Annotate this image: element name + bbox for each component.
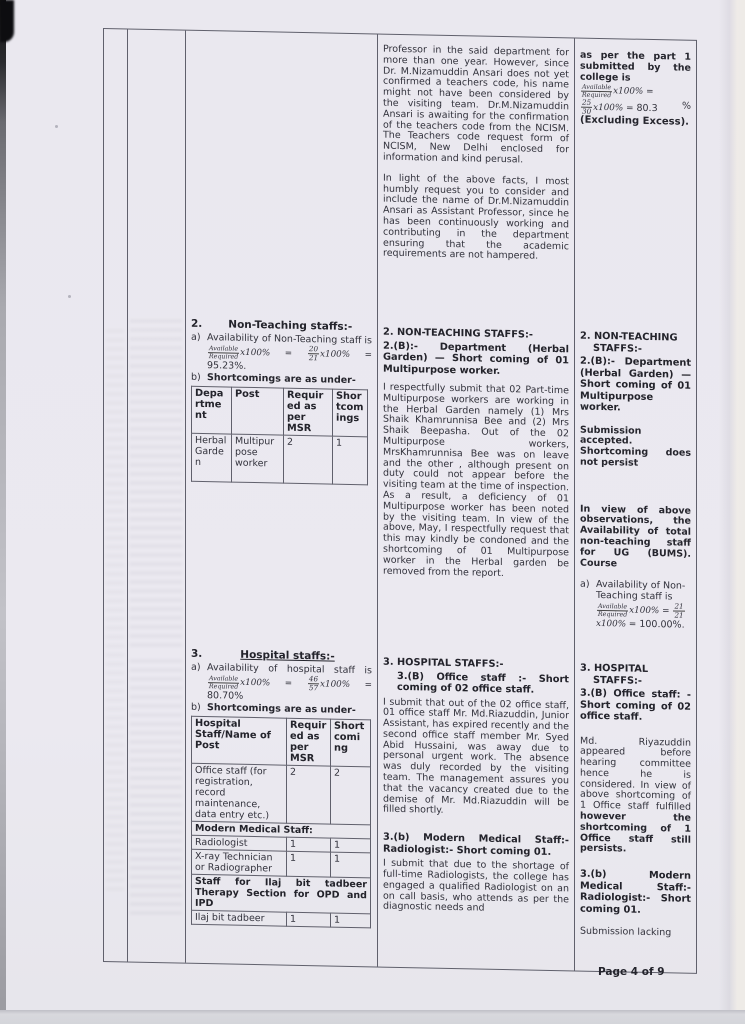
shortcomings-line bbox=[191, 702, 372, 717]
col-header-required: Required as per MSR bbox=[287, 718, 331, 766]
non-teaching-shortcomings-table bbox=[191, 386, 368, 486]
scan-edge-right bbox=[719, 0, 745, 1010]
cell-required: 1 bbox=[287, 851, 331, 877]
section-subheading: 3.(b) Modern Medical Staff:- Radiologist:- Short coming 01. bbox=[383, 831, 569, 858]
table-header-row bbox=[192, 386, 368, 437]
section-subheading: 3.(B) Office staff :- Short coming of 02 office staff. bbox=[397, 670, 569, 696]
paragraph: In light of the above facts, I most humbly request you to consider and include the name of Dr.M.Nizamuddin Ansari as Assistant Professor, since he has been continuously working and contributing in the department ensuring that the academic requirements are not hampered. bbox=[383, 172, 569, 263]
fraction-available-required: $\frac{\text{Available}}{\text{Required}}$ bbox=[208, 675, 239, 691]
left-section-3 bbox=[186, 648, 377, 929]
table-column-college-reply bbox=[378, 35, 575, 971]
cell-shortcoming: 1 bbox=[333, 436, 368, 485]
col-header-staff-name: Hospital Staff/Name of Post bbox=[192, 716, 287, 765]
list-marker: b) bbox=[191, 701, 201, 713]
table-row bbox=[192, 849, 371, 878]
table-row bbox=[192, 433, 368, 485]
section-number: 2. bbox=[191, 317, 203, 330]
fraction-25-30: $\frac{25}{30}$ bbox=[582, 98, 592, 117]
availability-line bbox=[191, 332, 372, 375]
availability-formula: Availability of hospital staff is $\frac{\text{Available}}{\text{Required}}$ x100% = $\frac{46}{57}$ x100% = 80.70% bbox=[207, 662, 373, 702]
formula-result: 95.23%. bbox=[207, 360, 247, 372]
formula-result: 80.3 bbox=[636, 103, 658, 115]
right-section-2 bbox=[575, 330, 696, 633]
section-2-heading bbox=[191, 318, 372, 334]
col-header-required: Required as per MSR bbox=[284, 388, 333, 436]
remark-bold-text: however the shortcoming of 1 Office staff still persists. bbox=[580, 810, 691, 855]
left-section-2 bbox=[186, 318, 377, 486]
scan-speck bbox=[55, 125, 58, 128]
table-header-row bbox=[192, 716, 371, 767]
cell-required: 1 bbox=[287, 837, 331, 852]
list-marker: b) bbox=[191, 371, 201, 383]
cell-staff-name: Radiologist bbox=[192, 835, 287, 851]
table-column-committee-remarks bbox=[575, 38, 696, 972]
paragraph: Professor in the said department for more than one year. However, since Dr. M.Nizamuddin Ansari does not yet confirmed a teachers code, his name might not have been considered by the visiting team. Dr.M.Nizamuddin Ansari is awaiting for the confirmation of the teachers code from the NCISM. The Teachers code request form of NCISM, New Delhi enclosed for information and kind perusal. bbox=[383, 43, 569, 166]
fraction-46-57: $\frac{46}{57}$ bbox=[308, 674, 319, 693]
section-subheading: 3.(b) Modern Medical Staff:- Radiologist:- Short coming 01. bbox=[580, 868, 691, 916]
col-header-post: Post bbox=[232, 387, 284, 435]
formula-result: 100.00%. bbox=[639, 619, 685, 632]
cell-required: 2 bbox=[287, 765, 331, 824]
table-column-margin-1 bbox=[104, 29, 128, 961]
table-column-margin-2 bbox=[128, 30, 186, 963]
fraction-21-21: $\frac{21}{21}$ bbox=[674, 601, 684, 621]
paragraph: I submit that due to the shortage of full-time Radiologists, the college has engaged a qualified Radiologist on an on call basis, who attends as per the diagnostic needs and bbox=[383, 857, 569, 915]
cell-required: 1 bbox=[287, 912, 331, 927]
availability-formula: Availability of Non-Teaching staff is $\frac{\text{Available}}{\text{Required}}$ x100% = $\frac{21}{21}$ x100% = 100.00%. bbox=[596, 579, 686, 632]
scan-speck bbox=[68, 295, 71, 298]
availability-formula: Availability of Non-Teaching staff is $\frac{\text{Available}}{\text{Required}}$ x100% = $\frac{20}{21}$ x100% = 95.23%. bbox=[207, 332, 373, 372]
list-marker: a) bbox=[191, 661, 201, 673]
table-row bbox=[192, 763, 371, 825]
document-table bbox=[103, 28, 697, 974]
section-heading: 2. NON-TEACHING STAFFS:- bbox=[580, 330, 678, 355]
section-3-heading bbox=[191, 648, 372, 664]
section-title: Hospital staffs:- bbox=[240, 648, 335, 663]
cell-shortcoming: 2 bbox=[331, 766, 371, 825]
col-header-shortcoming: Shortcoming bbox=[331, 719, 371, 767]
scan-edge-bottom bbox=[0, 1010, 745, 1024]
cell-shortcoming: 1 bbox=[331, 838, 371, 853]
fraction-available-required: $\frac{\text{Available}}{\text{Required}}$ bbox=[208, 345, 239, 361]
formula-result: 80.70% bbox=[207, 690, 244, 702]
cell-shortcoming: 1 bbox=[331, 913, 371, 928]
col-header-shortcomings: Shortcomings bbox=[333, 389, 368, 437]
observations-text: In view of above observations, the Availability of total non-teaching staff for UG (BUMS). Course bbox=[580, 503, 691, 569]
excluding-excess-note: (Excluding Excess). bbox=[580, 114, 689, 129]
paragraph: I respectfully submit that 02 Part-time Multipurpose workers are working in the Herbal Garden namely (1) Mrs Shaik Khamrunnisa Bee and (2) Mrs Shaik Beepasha. Out of the 02 Multipurpose workers, MrsKhamrunnisa Bee was on leave and the other , although present on duty could not appear before the visiting team at the time of inspection. As a result, a deficiency of 01 Multipurpose worker has been noted by the visiting team. In view of the above, May, I respectfully request that this may kindly be condoned and the shortcoming of 01 Multipurpose worker in the Herbal garden be removed from the report. bbox=[383, 381, 569, 579]
table-span-row bbox=[192, 874, 371, 914]
section-heading: 3. HOSPITAL STAFFS:- bbox=[383, 656, 504, 671]
mid-section-2 bbox=[378, 327, 574, 591]
cell-department: Herbal Garden bbox=[192, 433, 232, 482]
availability-formula: $\frac{\text{Available}}{\text{Required}}$ x100% = $\frac{25}{30}$ x100% = 80.3 % bbox=[581, 84, 691, 117]
table-row bbox=[192, 910, 371, 928]
scan-corner-artifact bbox=[0, 0, 14, 42]
hospital-shortcomings-table bbox=[191, 716, 371, 929]
fraction-available-required: $\frac{\text{Available}}{\text{Required}}$ bbox=[597, 603, 628, 619]
cell-post: Multipurpose worker bbox=[232, 434, 284, 483]
cell-group-label: Modern Medical Staff: bbox=[192, 821, 371, 839]
availability-line bbox=[191, 662, 372, 705]
list-marker: a) bbox=[580, 579, 590, 591]
submission-status: Submission accepted. Shortcoming does not persist bbox=[580, 424, 691, 469]
right-section-3 bbox=[575, 662, 696, 949]
mid-section-3 bbox=[378, 657, 574, 927]
cell-required: 2 bbox=[284, 435, 333, 484]
cell-staff-name: Ilaj bit tadbeer bbox=[192, 910, 287, 926]
submission-status: Submission lacking bbox=[580, 925, 672, 939]
cell-staff-name: Office staff (for registration, record maintenance, data entry etc.) bbox=[192, 763, 287, 823]
section-title: Non-Teaching staffs:- bbox=[228, 318, 353, 334]
fraction-available-required: $\frac{\text{Available}}{\text{Required}}$ bbox=[581, 84, 612, 100]
shortcomings-line bbox=[191, 372, 372, 387]
section-heading: 2. NON-TEACHING STAFFS:- bbox=[383, 326, 533, 341]
fraction-20-21: $\frac{20}{21}$ bbox=[308, 344, 319, 363]
availability-line bbox=[580, 579, 691, 632]
shortcomings-label: Shortcomings are as under- bbox=[207, 372, 356, 387]
formula-unit: % bbox=[681, 101, 691, 113]
section-subheading: 2.(B):- Department (Herbal Garden) — Short coming of 01 Multipurpose worker. bbox=[580, 355, 691, 414]
page-number: Page 4 of 9 bbox=[598, 966, 665, 978]
list-marker: a) bbox=[191, 331, 201, 343]
section-number: 3. bbox=[191, 647, 203, 660]
remark-text: Md. Riyazuddin appeared before hearing committee hence he is considered. In view of above shortcoming of 1 Office staff fulfilled however the shortcoming of 1 Office staff still persists. bbox=[580, 735, 691, 855]
section-subheading: 2.(B):- Department (Herbal Garden) — Short coming of 01 Multipurpose worker. bbox=[383, 340, 569, 377]
mid-section-1 bbox=[378, 45, 574, 274]
remark-text: as per the part 1 submitted by the college is bbox=[580, 49, 691, 84]
scan-edge-left bbox=[0, 0, 6, 1024]
right-section-1 bbox=[575, 50, 696, 139]
table-column-shortcomings bbox=[186, 31, 378, 967]
cell-group-label: Staff for Ilaj bit tadbeer Therapy Section for OPD and IPD bbox=[192, 874, 371, 914]
paragraph: I submit that out of the 02 office staff, 01 office staff Mr. Md.Riazuddin, Junior Assistant, has expired recently and the second office staff member Mr. Syed Abid Hussaini, was away due to personal urgent work. The absence was duly recorded by the visiting team. The management assures you that the vacancy created due to the demise of Mr. Md.Riazuddin will be filled shortly. bbox=[383, 696, 569, 817]
section-heading: 3. HOSPITAL STAFFS:- bbox=[580, 662, 649, 687]
cell-shortcoming: 1 bbox=[331, 852, 371, 878]
shortcomings-label: Shortcomings are as under- bbox=[207, 702, 356, 717]
cell-staff-name: X-ray Technician or Radiographer bbox=[192, 849, 287, 876]
col-header-department: Department bbox=[192, 386, 232, 434]
section-subheading: 3.(B) Office staff: - Short coming of 02 office staff. bbox=[580, 687, 691, 723]
